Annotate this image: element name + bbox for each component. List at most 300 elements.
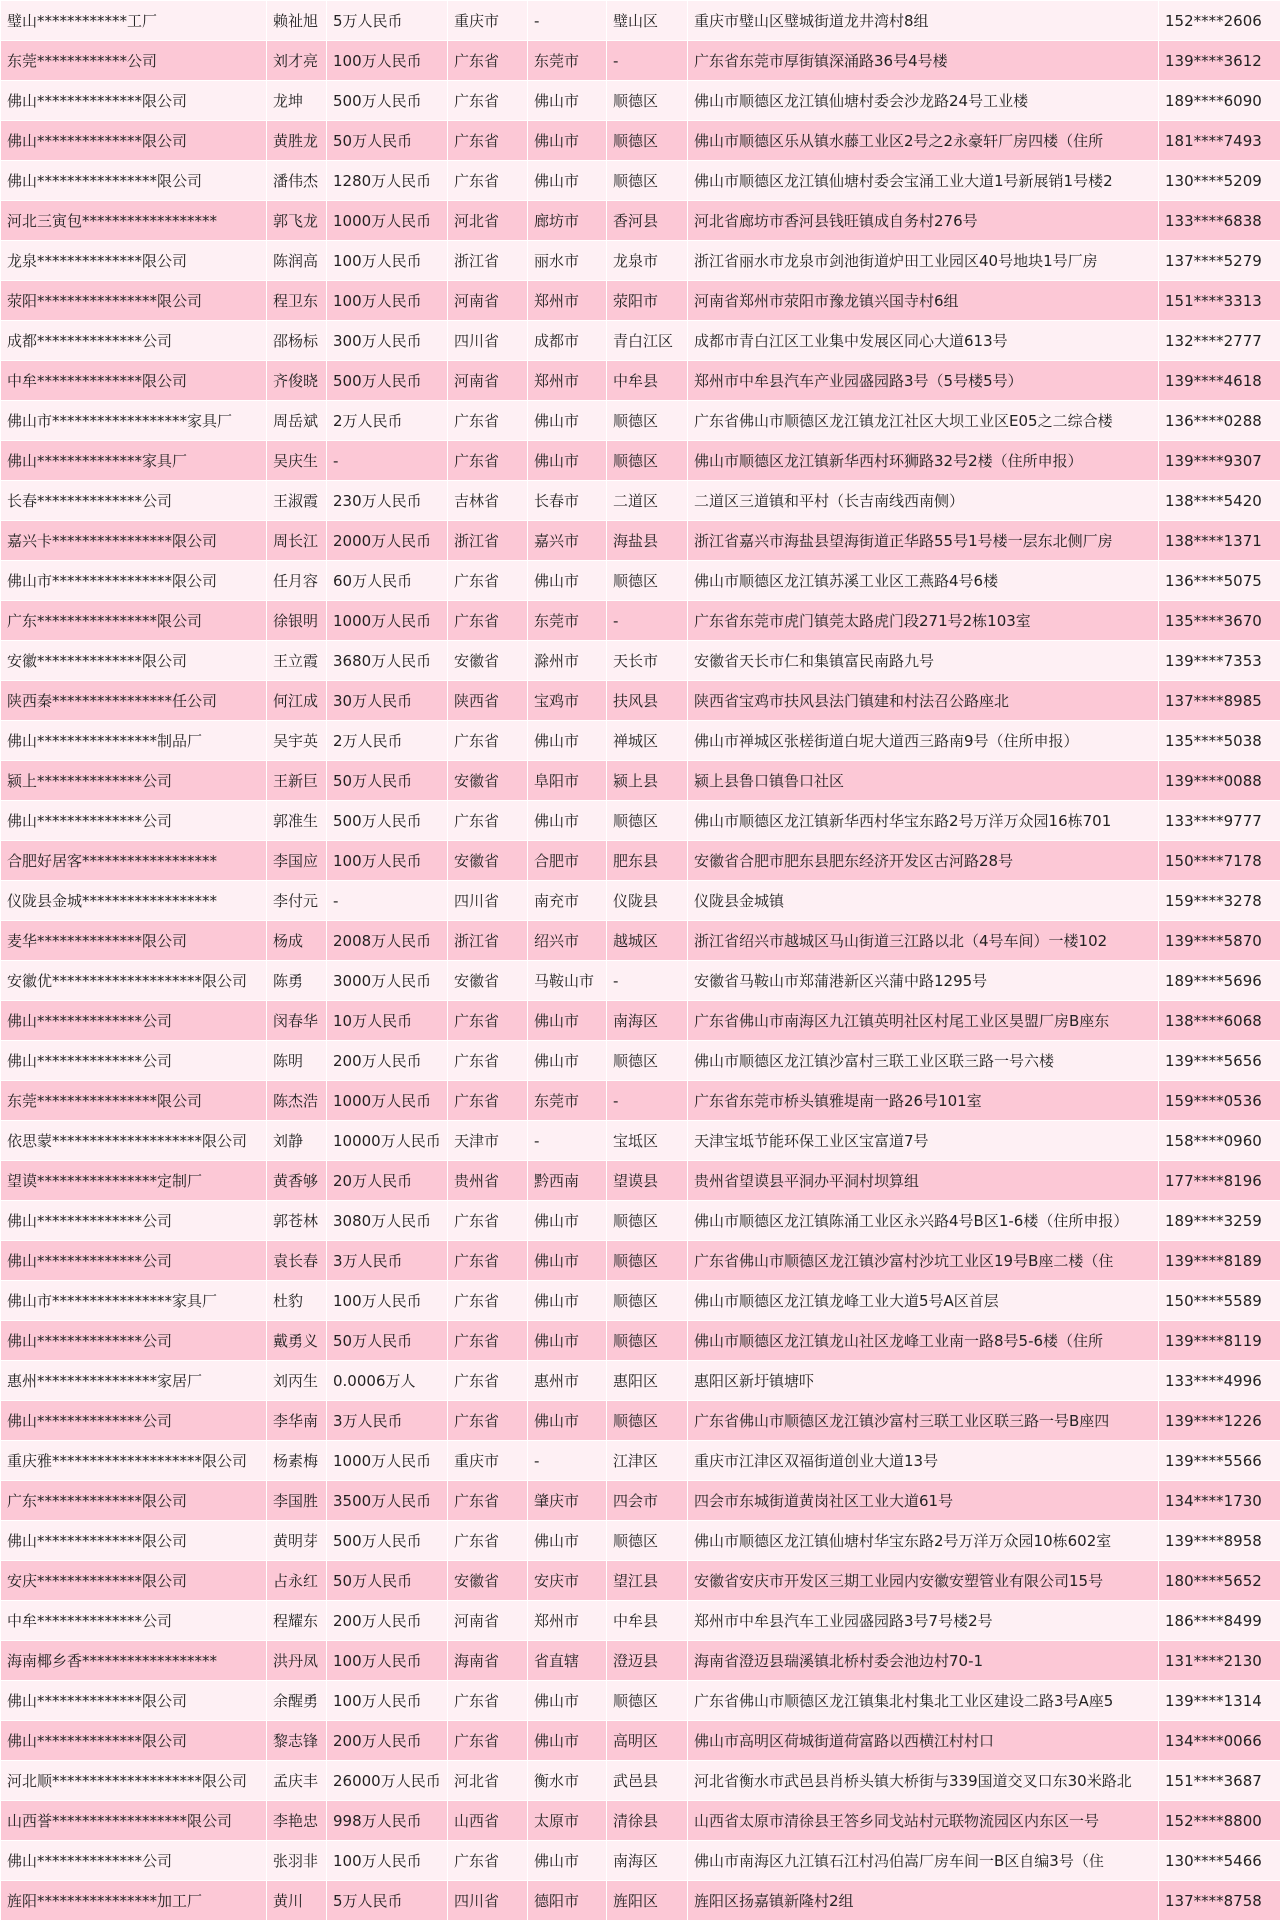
city-cell: 惠州市: [528, 1361, 607, 1401]
registered-capital-cell: 500万人民币: [327, 801, 448, 841]
address-cell: 二道区三道镇和平村（长吉南线西南侧）: [688, 481, 1159, 521]
company-name-cell: 佛山**************公司: [1, 1001, 267, 1041]
table-row: [1, 121, 1280, 161]
province-cell: 广东省: [448, 1281, 528, 1321]
registered-capital-cell: 1000万人民币: [327, 201, 448, 241]
legal-person-cell: 李艳忠: [267, 1801, 327, 1841]
city-cell: 东莞市: [528, 601, 607, 641]
address-cell: 四会市东城街道黄岗社区工业大道61号: [688, 1481, 1159, 1521]
district-cell: 天长市: [607, 641, 688, 681]
city-cell: 黔西南: [528, 1161, 607, 1201]
company-name-cell: 龙泉**************限公司: [1, 241, 267, 281]
company-name-cell: 佛山**************限公司: [1, 81, 267, 121]
phone-cell: 139****8119: [1159, 1321, 1280, 1361]
company-name-cell: 佛山****************制品厂: [1, 721, 267, 761]
phone-cell: 180****5652: [1159, 1561, 1280, 1601]
phone-cell: 138****5420: [1159, 481, 1280, 521]
phone-cell: 138****6068: [1159, 1001, 1280, 1041]
address-cell: 佛山市禅城区张槎街道白坭大道西三路南9号（住所申报）: [688, 721, 1159, 761]
legal-person-cell: 刘丙生: [267, 1361, 327, 1401]
legal-person-cell: 黎志锋: [267, 1721, 327, 1761]
address-cell: 河北省衡水市武邑县肖桥头镇大桥街与339国道交叉口东30米路北: [688, 1761, 1159, 1801]
table-row: [1, 361, 1280, 401]
address-cell: 安徽省马鞍山市郑蒲港新区兴蒲中路1295号: [688, 961, 1159, 1001]
city-cell: 东莞市: [528, 41, 607, 81]
city-cell: 嘉兴市: [528, 521, 607, 561]
company-name-cell: 荥阳****************限公司: [1, 281, 267, 321]
city-cell: 阜阳市: [528, 761, 607, 801]
province-cell: 重庆市: [448, 1, 528, 41]
legal-person-cell: 杨素梅: [267, 1441, 327, 1481]
district-cell: 望谟县: [607, 1161, 688, 1201]
table-row: [1, 1641, 1280, 1681]
registered-capital-cell: 50万人民币: [327, 1561, 448, 1601]
province-cell: 广东省: [448, 1201, 528, 1241]
table-row: [1, 81, 1280, 121]
registered-capital-cell: 100万人民币: [327, 41, 448, 81]
phone-cell: 139****5656: [1159, 1041, 1280, 1081]
company-name-cell: 东莞****************限公司: [1, 1081, 267, 1121]
legal-person-cell: 任月容: [267, 561, 327, 601]
city-cell: 佛山市: [528, 1241, 607, 1281]
table-row: [1, 1881, 1280, 1921]
phone-cell: 134****0066: [1159, 1721, 1280, 1761]
registered-capital-cell: 230万人民币: [327, 481, 448, 521]
legal-person-cell: 王淑霞: [267, 481, 327, 521]
province-cell: 广东省: [448, 721, 528, 761]
city-cell: 成都市: [528, 321, 607, 361]
address-cell: 佛山市顺德区龙江镇陈涌工业区永兴路4号B区1-6楼（住所申报）: [688, 1201, 1159, 1241]
registered-capital-cell: 100万人民币: [327, 841, 448, 881]
company-name-cell: 海南椰乡香******************: [1, 1641, 267, 1681]
province-cell: 安徽省: [448, 841, 528, 881]
phone-cell: 135****3670: [1159, 601, 1280, 641]
registered-capital-cell: 1280万人民币: [327, 161, 448, 201]
phone-cell: 150****7178: [1159, 841, 1280, 881]
phone-cell: 130****5466: [1159, 1841, 1280, 1881]
company-name-cell: 嘉兴卡****************限公司: [1, 521, 267, 561]
registered-capital-cell: 200万人民币: [327, 1601, 448, 1641]
province-cell: 广东省: [448, 561, 528, 601]
table-row: [1, 321, 1280, 361]
province-cell: 河北省: [448, 201, 528, 241]
table-row: [1, 481, 1280, 521]
phone-cell: 138****1371: [1159, 521, 1280, 561]
city-cell: 南充市: [528, 881, 607, 921]
table-row: [1, 201, 1280, 241]
city-cell: 佛山市: [528, 121, 607, 161]
company-name-cell: 仪陇县金城******************: [1, 881, 267, 921]
company-name-cell: 河北顺********************限公司: [1, 1761, 267, 1801]
table-row: [1, 1401, 1280, 1441]
legal-person-cell: 潘伟杰: [267, 161, 327, 201]
legal-person-cell: 李华南: [267, 1401, 327, 1441]
province-cell: 广东省: [448, 81, 528, 121]
district-cell: 顺德区: [607, 1281, 688, 1321]
district-cell: 顺德区: [607, 1041, 688, 1081]
registered-capital-cell: -: [327, 441, 448, 481]
city-cell: 佛山市: [528, 1041, 607, 1081]
legal-person-cell: 孟庆丰: [267, 1761, 327, 1801]
address-cell: 佛山市顺德区龙江镇仙塘村委会沙龙路24号工业楼: [688, 81, 1159, 121]
company-name-cell: 东莞************公司: [1, 41, 267, 81]
province-cell: 广东省: [448, 1401, 528, 1441]
table-row: [1, 921, 1280, 961]
company-name-cell: 佛山**************家具厂: [1, 441, 267, 481]
province-cell: 广东省: [448, 1481, 528, 1521]
phone-cell: 134****1730: [1159, 1481, 1280, 1521]
address-cell: 佛山市顺德区龙江镇龙峰工业大道5号A区首层: [688, 1281, 1159, 1321]
table-row: [1, 1721, 1280, 1761]
registered-capital-cell: 3万人民币: [327, 1241, 448, 1281]
province-cell: 浙江省: [448, 241, 528, 281]
phone-cell: 130****5209: [1159, 161, 1280, 201]
table-body: [1, 1, 1280, 1921]
registered-capital-cell: 100万人民币: [327, 1681, 448, 1721]
legal-person-cell: 郭苍林: [267, 1201, 327, 1241]
legal-person-cell: 郭飞龙: [267, 201, 327, 241]
table-row: [1, 521, 1280, 561]
registered-capital-cell: 60万人民币: [327, 561, 448, 601]
province-cell: 广东省: [448, 401, 528, 441]
province-cell: 广东省: [448, 441, 528, 481]
legal-person-cell: 余醒勇: [267, 1681, 327, 1721]
company-name-cell: 安庆**************限公司: [1, 1561, 267, 1601]
province-cell: 浙江省: [448, 921, 528, 961]
province-cell: 安徽省: [448, 1561, 528, 1601]
province-cell: 四川省: [448, 1881, 528, 1921]
company-name-cell: 佛山市****************限公司: [1, 561, 267, 601]
legal-person-cell: 何江成: [267, 681, 327, 721]
company-name-cell: 佛山市******************家具厂: [1, 401, 267, 441]
phone-cell: 133****9777: [1159, 801, 1280, 841]
province-cell: 四川省: [448, 881, 528, 921]
district-cell: 顺德区: [607, 1681, 688, 1721]
address-cell: 仪陇县金城镇: [688, 881, 1159, 921]
table-row: [1, 841, 1280, 881]
city-cell: 佛山市: [528, 1321, 607, 1361]
phone-cell: 159****0536: [1159, 1081, 1280, 1121]
registered-capital-cell: 100万人民币: [327, 1281, 448, 1321]
city-cell: 佛山市: [528, 1201, 607, 1241]
district-cell: 扶风县: [607, 681, 688, 721]
company-name-cell: 麦华**************限公司: [1, 921, 267, 961]
address-cell: 重庆市璧山区璧城街道龙井湾村8组: [688, 1, 1159, 41]
address-cell: 佛山市顺德区龙江镇龙山社区龙峰工业南一路8号5-6楼（住所: [688, 1321, 1159, 1361]
legal-person-cell: 黄香够: [267, 1161, 327, 1201]
legal-person-cell: 黄川: [267, 1881, 327, 1921]
phone-cell: 152****2606: [1159, 1, 1280, 41]
legal-person-cell: 黄胜龙: [267, 121, 327, 161]
legal-person-cell: 李付元: [267, 881, 327, 921]
city-cell: 佛山市: [528, 441, 607, 481]
district-cell: 顺德区: [607, 1401, 688, 1441]
registered-capital-cell: 100万人民币: [327, 1841, 448, 1881]
phone-cell: 136****5075: [1159, 561, 1280, 601]
province-cell: 广东省: [448, 1241, 528, 1281]
address-cell: 郑州市中牟县汽车工业园盛园路3号7号楼2号: [688, 1601, 1159, 1641]
province-cell: 广东省: [448, 1721, 528, 1761]
address-cell: 天津宝坻节能环保工业区宝富道7号: [688, 1121, 1159, 1161]
address-cell: 佛山市顺德区龙江镇苏溪工业区工燕路4号6楼: [688, 561, 1159, 601]
legal-person-cell: 徐银明: [267, 601, 327, 641]
district-cell: 四会市: [607, 1481, 688, 1521]
company-name-cell: 中牟**************限公司: [1, 361, 267, 401]
district-cell: 顺德区: [607, 121, 688, 161]
legal-person-cell: 占永红: [267, 1561, 327, 1601]
district-cell: 南海区: [607, 1001, 688, 1041]
company-name-cell: 佛山**************公司: [1, 1241, 267, 1281]
company-name-cell: 河北三寅包******************: [1, 201, 267, 241]
phone-cell: 139****5870: [1159, 921, 1280, 961]
table-row: [1, 681, 1280, 721]
legal-person-cell: 邵杨标: [267, 321, 327, 361]
legal-person-cell: 程卫东: [267, 281, 327, 321]
table-row: [1, 241, 1280, 281]
city-cell: 佛山市: [528, 1721, 607, 1761]
city-cell: 佛山市: [528, 161, 607, 201]
company-name-cell: 佛山**************公司: [1, 1401, 267, 1441]
company-name-cell: 佛山****************限公司: [1, 161, 267, 201]
company-name-cell: 佛山**************限公司: [1, 1681, 267, 1721]
address-cell: 颍上县鲁口镇鲁口社区: [688, 761, 1159, 801]
province-cell: 安徽省: [448, 761, 528, 801]
province-cell: 海南省: [448, 1641, 528, 1681]
phone-cell: 139****1314: [1159, 1681, 1280, 1721]
table-row: [1, 1161, 1280, 1201]
city-cell: 佛山市: [528, 401, 607, 441]
table-row: [1, 801, 1280, 841]
address-cell: 浙江省丽水市龙泉市剑池街道炉田工业园区40号地块1号厂房: [688, 241, 1159, 281]
address-cell: 广东省佛山市南海区九江镇英明社区村尾工业区昊盟厂房B座东: [688, 1001, 1159, 1041]
company-name-cell: 佛山**************公司: [1, 1201, 267, 1241]
city-cell: 衡水市: [528, 1761, 607, 1801]
phone-cell: 139****4618: [1159, 361, 1280, 401]
address-cell: 广东省东莞市桥头镇雅堤南一路26号101室: [688, 1081, 1159, 1121]
phone-cell: 136****0288: [1159, 401, 1280, 441]
table-row: [1, 1761, 1280, 1801]
district-cell: -: [607, 601, 688, 641]
table-row: [1, 721, 1280, 761]
registered-capital-cell: 5万人民币: [327, 1, 448, 41]
district-cell: 南海区: [607, 1841, 688, 1881]
legal-person-cell: 袁长春: [267, 1241, 327, 1281]
legal-person-cell: 黄明芽: [267, 1521, 327, 1561]
phone-cell: 133****6838: [1159, 201, 1280, 241]
district-cell: 荥阳市: [607, 281, 688, 321]
phone-cell: 131****2130: [1159, 1641, 1280, 1681]
city-cell: 德阳市: [528, 1881, 607, 1921]
district-cell: 宝坻区: [607, 1121, 688, 1161]
district-cell: 顺德区: [607, 401, 688, 441]
address-cell: 安徽省天长市仁和集镇富民南路九号: [688, 641, 1159, 681]
company-name-cell: 佛山**************限公司: [1, 1521, 267, 1561]
registered-capital-cell: 500万人民币: [327, 81, 448, 121]
address-cell: 广东省东莞市虎门镇莞太路虎门段271号2栋103室: [688, 601, 1159, 641]
district-cell: 顺德区: [607, 1321, 688, 1361]
registered-capital-cell: 300万人民币: [327, 321, 448, 361]
province-cell: 河南省: [448, 281, 528, 321]
table-row: [1, 1801, 1280, 1841]
company-name-cell: 佛山**************限公司: [1, 1721, 267, 1761]
legal-person-cell: 杜豹: [267, 1281, 327, 1321]
registered-capital-cell: 50万人民币: [327, 761, 448, 801]
province-cell: 浙江省: [448, 521, 528, 561]
province-cell: 安徽省: [448, 961, 528, 1001]
phone-cell: 151****3687: [1159, 1761, 1280, 1801]
legal-person-cell: 陈勇: [267, 961, 327, 1001]
district-cell: 青白江区: [607, 321, 688, 361]
address-cell: 佛山市顺德区龙江镇仙塘村委会宝涌工业大道1号新展销1号楼2: [688, 161, 1159, 201]
address-cell: 贵州省望谟县平洞办平洞村坝算组: [688, 1161, 1159, 1201]
city-cell: 省直辖: [528, 1641, 607, 1681]
address-cell: 佛山市顺德区龙江镇仙塘村华宝东路2号万洋万众园10栋602室: [688, 1521, 1159, 1561]
phone-cell: 137****8985: [1159, 681, 1280, 721]
city-cell: 佛山市: [528, 81, 607, 121]
table-row: [1, 1281, 1280, 1321]
district-cell: 惠阳区: [607, 1361, 688, 1401]
registered-capital-cell: 100万人民币: [327, 281, 448, 321]
table-row: [1, 1001, 1280, 1041]
city-cell: 佛山市: [528, 561, 607, 601]
legal-person-cell: 洪丹凤: [267, 1641, 327, 1681]
registered-capital-cell: 26000万人民币: [327, 1761, 448, 1801]
address-cell: 广东省佛山市顺德区龙江镇龙江社区大坝工业区E05之二综合楼: [688, 401, 1159, 441]
city-cell: -: [528, 1121, 607, 1161]
province-cell: 广东省: [448, 1081, 528, 1121]
legal-person-cell: 齐俊晓: [267, 361, 327, 401]
city-cell: 佛山市: [528, 1281, 607, 1321]
registered-capital-cell: 0.0006万人: [327, 1361, 448, 1401]
company-name-cell: 合肥好居客******************: [1, 841, 267, 881]
company-name-cell: 长春**************公司: [1, 481, 267, 521]
registered-capital-cell: 10000万人民币: [327, 1121, 448, 1161]
province-cell: 广东省: [448, 41, 528, 81]
district-cell: 禅城区: [607, 721, 688, 761]
table-row: [1, 601, 1280, 641]
address-cell: 安徽省安庆市开发区三期工业园内安徽安塑管业有限公司15号: [688, 1561, 1159, 1601]
company-name-cell: 山西誉******************限公司: [1, 1801, 267, 1841]
city-cell: 佛山市: [528, 721, 607, 761]
address-cell: 佛山市高明区荷城街道荷富路以西横江村村口: [688, 1721, 1159, 1761]
province-cell: 山西省: [448, 1801, 528, 1841]
phone-cell: 150****5589: [1159, 1281, 1280, 1321]
district-cell: 顺德区: [607, 801, 688, 841]
table-row: [1, 1561, 1280, 1601]
district-cell: 顺德区: [607, 1241, 688, 1281]
legal-person-cell: 李国应: [267, 841, 327, 881]
city-cell: 佛山市: [528, 1001, 607, 1041]
registered-capital-cell: 50万人民币: [327, 1321, 448, 1361]
legal-person-cell: 赖祉旭: [267, 1, 327, 41]
city-cell: -: [528, 1441, 607, 1481]
district-cell: 顺德区: [607, 1201, 688, 1241]
phone-cell: 177****8196: [1159, 1161, 1280, 1201]
company-name-cell: 安徽优********************限公司: [1, 961, 267, 1001]
district-cell: 中牟县: [607, 361, 688, 401]
address-cell: 佛山市顺德区龙江镇新华西村环狮路32号2楼（住所申报）: [688, 441, 1159, 481]
district-cell: 顺德区: [607, 81, 688, 121]
district-cell: 顺德区: [607, 441, 688, 481]
district-cell: 肥东县: [607, 841, 688, 881]
table-row: [1, 561, 1280, 601]
table-row: [1, 1201, 1280, 1241]
legal-person-cell: 程耀东: [267, 1601, 327, 1641]
legal-person-cell: 戴勇义: [267, 1321, 327, 1361]
company-name-cell: 广东****************限公司: [1, 601, 267, 641]
district-cell: -: [607, 41, 688, 81]
registered-capital-cell: 20万人民币: [327, 1161, 448, 1201]
phone-cell: 133****4996: [1159, 1361, 1280, 1401]
province-cell: 河南省: [448, 361, 528, 401]
phone-cell: 181****7493: [1159, 121, 1280, 161]
city-cell: 郑州市: [528, 281, 607, 321]
table-row: [1, 281, 1280, 321]
phone-cell: 159****3278: [1159, 881, 1280, 921]
registered-capital-cell: 100万人民币: [327, 241, 448, 281]
company-name-cell: 惠州****************家居厂: [1, 1361, 267, 1401]
registered-capital-cell: 2000万人民币: [327, 521, 448, 561]
city-cell: 郑州市: [528, 361, 607, 401]
registered-capital-cell: 200万人民币: [327, 1041, 448, 1081]
company-name-cell: 广东**************限公司: [1, 1481, 267, 1521]
province-cell: 河南省: [448, 1601, 528, 1641]
address-cell: 郑州市中牟县汽车产业园盛园路3号（5号楼5号）: [688, 361, 1159, 401]
address-cell: 河北省廊坊市香河县钱旺镇成自务村276号: [688, 201, 1159, 241]
phone-cell: 139****5566: [1159, 1441, 1280, 1481]
phone-cell: 189****5696: [1159, 961, 1280, 1001]
district-cell: 顺德区: [607, 161, 688, 201]
registered-capital-cell: 1000万人民币: [327, 1081, 448, 1121]
company-name-cell: 依思蒙********************限公司: [1, 1121, 267, 1161]
company-name-cell: 颍上**************公司: [1, 761, 267, 801]
city-cell: 太原市: [528, 1801, 607, 1841]
province-cell: 河北省: [448, 1761, 528, 1801]
district-cell: -: [607, 1081, 688, 1121]
address-cell: 佛山市顺德区龙江镇新华西村华宝东路2号万洋万众园16栋701: [688, 801, 1159, 841]
table-row: [1, 1041, 1280, 1081]
district-cell: 颍上县: [607, 761, 688, 801]
legal-person-cell: 吴宇英: [267, 721, 327, 761]
company-name-cell: 佛山市****************家具厂: [1, 1281, 267, 1321]
phone-cell: 137****8758: [1159, 1881, 1280, 1921]
address-cell: 佛山市顺德区乐从镇水藤工业区2号之2永豪轩厂房四楼（住所: [688, 121, 1159, 161]
legal-person-cell: 王新巨: [267, 761, 327, 801]
legal-person-cell: 陈明: [267, 1041, 327, 1081]
phone-cell: 189****3259: [1159, 1201, 1280, 1241]
table-row: [1, 1521, 1280, 1561]
district-cell: -: [607, 961, 688, 1001]
company-name-cell: 旌阳****************加工厂: [1, 1881, 267, 1921]
registered-capital-cell: 1000万人民币: [327, 601, 448, 641]
address-cell: 广东省佛山市顺德区龙江镇沙富村沙坑工业区19号B座二楼（住: [688, 1241, 1159, 1281]
city-cell: 佛山市: [528, 1521, 607, 1561]
city-cell: 佛山市: [528, 1401, 607, 1441]
city-cell: 马鞍山市: [528, 961, 607, 1001]
legal-person-cell: 张羽非: [267, 1841, 327, 1881]
address-cell: 成都市青白江区工业集中发展区同心大道613号: [688, 321, 1159, 361]
address-cell: 河南省郑州市荥阳市豫龙镇兴国寺村6组: [688, 281, 1159, 321]
district-cell: 香河县: [607, 201, 688, 241]
table-row: [1, 1441, 1280, 1481]
province-cell: 吉林省: [448, 481, 528, 521]
registered-capital-cell: 1000万人民币: [327, 1441, 448, 1481]
registered-capital-cell: 100万人民币: [327, 1641, 448, 1681]
registered-capital-cell: 3万人民币: [327, 1401, 448, 1441]
province-cell: 四川省: [448, 321, 528, 361]
address-cell: 浙江省嘉兴市海盐县望海街道正华路55号1号楼一层东北侧厂房: [688, 521, 1159, 561]
province-cell: 广东省: [448, 1841, 528, 1881]
